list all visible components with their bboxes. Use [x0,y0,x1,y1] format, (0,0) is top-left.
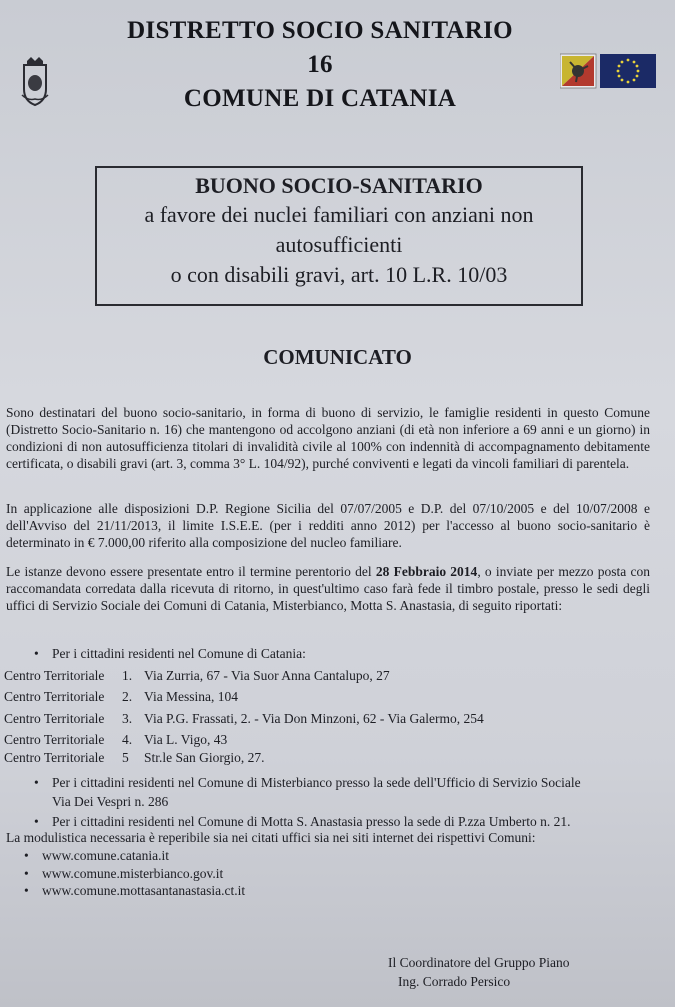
paragraph-eligibility: Sono destinatari del buono socio-sanitario, in forma di buono di servizio, le famiglie residenti in questo Comune (Distretto Socio-Sanitario n. 16) che mantengono od accolgono anziani (di età non inferiore a 69 anni e un giorno) in condizioni di non autosufficienza titolari di invalidità civile al 100% con indennità di accompagnamento debitamente certificata, o disabili gravi (art. 3, comma 3° L. 104/92), purché conviventi e legati da vincoli familiari di parentela. [6,405,650,471]
center-label: Centro Territoriale [4,711,105,726]
center-row [4,667,390,684]
bullet-icon: • [24,883,29,898]
heading-comunicato: COMUNICATO [263,345,412,369]
center-address: Via Messina, 104 [144,689,239,704]
bullet-misterbianco [34,774,581,791]
bullet-icon: • [24,848,29,863]
center-label: Centro Territoriale [4,732,105,747]
website-item [24,847,169,864]
website-link: www.comune.misterbianco.gov.it [42,866,224,881]
center-row [4,688,238,705]
center-row [4,749,265,766]
center-number: 4. [122,732,133,747]
title-sub-3: o con disabili gravi, art. 10 L.R. 10/03 [170,262,508,287]
title-main: BUONO SOCIO-SANITARIO [195,173,483,198]
bullet-catania-text: Per i cittadini residenti nel Comune di Catania: [52,646,306,661]
center-row [4,731,227,748]
center-row [4,710,484,727]
title-sub-1: a favore dei nuclei familiari con anziani non [144,202,534,227]
website-link: www.comune.catania.it [42,848,169,863]
bullet-motta-text: Per i cittadini residenti nel Comune di Motta S. Anastasia presso la sede di P.zza Umberto n. 21. [52,814,571,829]
region-eu-flags-icon [560,52,656,90]
center-number: 5 [122,750,129,765]
deadline-text-before: Le istanze devono essere presentate entro il termine perentorio del [6,564,376,579]
center-address: Via P.G. Frassati, 2. - Via Don Minzoni, 62 - Via Galermo, 254 [144,711,484,726]
modulistica-text: La modulistica necessaria è reperibile sia nei citati uffici sia nei siti internet dei rispettivi Comuni: [6,830,536,845]
website-item [24,882,245,899]
signature-role: Il Coordinatore del Gruppo Piano [388,955,570,970]
catania-crest-icon [18,55,52,107]
signature-name: Ing. Corrado Persico [398,974,511,989]
bullet-icon: • [34,646,39,661]
bullet-motta [34,813,571,830]
deadline-text-after: , o inviate per mezzo posta con raccomandata corredata dalla ricevuta di ritorno, in quest'ultimo caso farà fede il timbro postale, presso le sedi degli uffici di Servizio Sociale dei Comuni di Catania, Misterbianco, Motta S. Anastasia, di seguito riportati: [6,564,650,613]
center-label: Centro Territoriale [4,750,105,765]
center-label: Centro Territoriale [4,689,105,704]
center-number: 3. [122,711,133,726]
bullet-icon: • [34,775,39,790]
paragraph-isee: In applicazione alle disposizioni D.P. Regione Sicilia del 07/07/2005 e D.P. del 07/10/2005 e del 10/07/2008 e dell'Avviso del 21/11/2013, il limite I.S.E.E. (per i redditi anno 2012) per l'accesso al buono socio-sanitario è determinato in € 7.000,00 riferito alla composizione del nucleo familiare. [6,501,650,550]
header-line-2: 16 [307,51,333,78]
title-sub-2: autosufficienti [275,232,403,257]
bullet-misterbianco-text: Per i cittadini residenti nel Comune di Misterbianco presso la sede dell'Ufficio di Servizio Sociale [52,775,581,790]
center-number: 2. [122,689,133,704]
center-address: Via L. Vigo, 43 [144,732,228,747]
header-line-1: DISTRETTO SOCIO SANITARIO [127,17,513,44]
deadline-date: 28 Febbraio 2014 [375,564,478,579]
center-number: 1. [122,668,133,683]
center-label: Centro Territoriale [4,668,105,683]
header-line-3: COMUNE DI CATANIA [183,85,457,112]
website-item [24,865,223,882]
bullet-catania [34,645,306,662]
center-address: Via Zurria, 67 - Via Suor Anna Cantalupo, 27 [144,668,390,683]
website-link: www.comune.mottasantanastasia.ct.it [42,883,246,898]
title-box [95,166,583,306]
paragraph-deadline [6,563,650,614]
bullet-icon: • [24,866,29,881]
misterbianco-address: Via Dei Vespri n. 286 [52,794,169,809]
bullet-icon: • [34,814,39,829]
center-address: Str.le San Giorgio, 27. [144,750,265,765]
